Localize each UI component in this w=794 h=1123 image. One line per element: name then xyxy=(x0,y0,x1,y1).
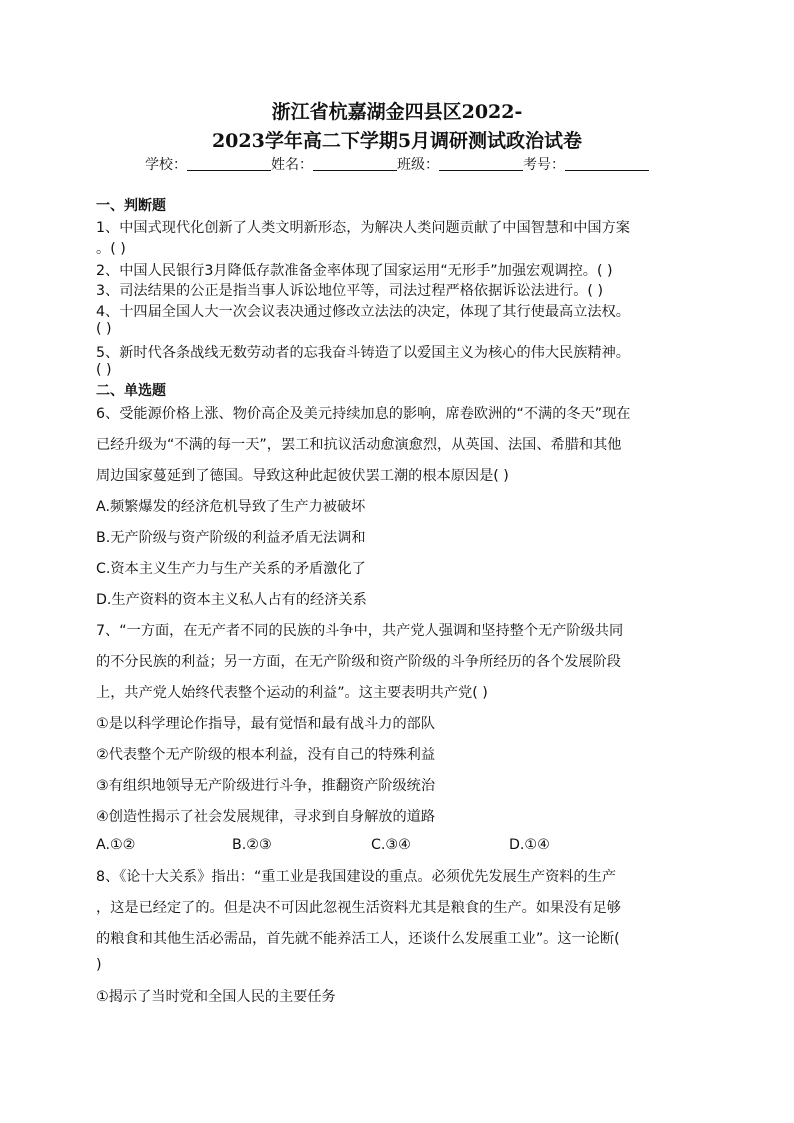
section1-heading: 一、判断题 xyxy=(96,198,166,214)
q7-choice-d[interactable]: D.①④ xyxy=(509,837,550,853)
q7-choice-c[interactable]: C.③④ xyxy=(371,837,411,853)
q7-item-3: ③有组织地领导无产阶级进行斗争，推翻资产阶级统治 xyxy=(96,778,436,794)
q6-stem-line: 已经升级为“不满的每一天”，罢工和抗议活动愈演愈烈，从英国、法国、希腊和其他 xyxy=(96,437,622,453)
judge-line: ( ) xyxy=(96,362,112,378)
judge-line: ( ) xyxy=(96,321,112,337)
judge-line: 4、十四届全国人大一次会议表决通过修改立法法的决定，体现了其行使最高立法权。 xyxy=(96,304,630,320)
q7-item-4: ④创造性揭示了社会发展规律，寻求到自身解放的道路 xyxy=(96,809,436,825)
class-label: 班级： xyxy=(397,157,439,173)
q8-stem-line: ) xyxy=(96,957,102,973)
name-blank[interactable] xyxy=(313,156,397,171)
q8-stem-line: 的粮食和其他生活必需品，首先就不能养活工人，还谈什么发展重工业”。这一论断( xyxy=(96,931,620,947)
judge-line: 5、新时代各条战线无数劳动者的忘我奋斗铸造了以爱国主义为核心的伟大民族精神。 xyxy=(96,345,630,361)
q6-option-c[interactable]: C.资本主义生产力与生产关系的矛盾激化了 xyxy=(96,561,366,577)
q6-option-a[interactable]: A.频繁爆发的经济危机导致了生产力被破坏 xyxy=(96,499,366,515)
judge-line: 。( ) xyxy=(96,241,126,257)
q8-item-1: ①揭示了当时党和全国人民的主要任务 xyxy=(96,989,336,1005)
q6-stem-line: 周边国家蔓延到了德国。导致这种此起彼伏罢工潮的根本原因是( ) xyxy=(96,468,509,484)
q7-stem-line: 7、“一方面，在无产者不同的民族的斗争中，共产党人强调和坚持整个无产阶级共同 xyxy=(96,623,624,639)
q7-choice-a[interactable]: A.①② xyxy=(96,837,136,853)
school-label: 学校： xyxy=(145,157,187,173)
q6-stem-line: 6、受能源价格上涨、物价高企及美元持续加息的影响，席卷欧洲的“不满的冬天”现在 xyxy=(96,406,631,422)
judge-line: 1、中国式现代化创新了人类文明新形态，为解决人类问题贡献了中国智慧和中国方案 xyxy=(96,220,630,236)
q7-choice-b[interactable]: B.②③ xyxy=(232,837,272,853)
exam-title-line1: 浙江省杭嘉湖金四县区2022- xyxy=(271,101,523,123)
judge-line: 3、司法结果的公正是指当事人诉讼地位平等，司法过程严格依据诉讼法进行。( ) xyxy=(96,283,603,299)
q7-stem-line: 的不分民族的利益；另一方面，在无产阶级和资产阶级的斗争所经历的各个发展阶段 xyxy=(96,654,621,670)
q7-item-1: ①是以科学理论作指导，最有觉悟和最有战斗力的部队 xyxy=(96,716,436,732)
school-blank[interactable] xyxy=(187,156,271,171)
q6-option-b[interactable]: B.无产阶级与资产阶级的利益矛盾无法调和 xyxy=(96,530,366,546)
student-info-row xyxy=(0,154,794,174)
judge-line: 2、中国人民银行3月降低存款准备金率体现了国家运用“无形手”加强宏观调控。( ) xyxy=(96,263,613,279)
class-blank[interactable] xyxy=(439,156,523,171)
q8-stem-line: 8、《论十大关系》指出：“重工业是我国建设的重点。必须优先发展生产资料的生产 xyxy=(96,869,617,885)
q6-option-d[interactable]: D.生产资料的资本主义私人占有的经济关系 xyxy=(96,592,367,608)
section2-heading: 二、单选题 xyxy=(96,383,166,399)
exam-number-label: 考号： xyxy=(523,157,565,173)
q7-stem-line: 上，共产党人始终代表整个运动的利益”。这主要表明共产党( ) xyxy=(96,685,488,701)
exam-number-blank[interactable] xyxy=(565,156,649,171)
q7-item-2: ②代表整个无产阶级的根本利益，没有自己的特殊利益 xyxy=(96,747,436,763)
exam-title-line2: 2023学年高二下学期5月调研测试政治试卷 xyxy=(211,130,583,152)
q8-stem-line: ，这是已经定了的。但是决不可因此忽视生活资料尤其是粮食的生产。如果没有足够 xyxy=(96,900,621,916)
name-label: 姓名： xyxy=(271,157,313,173)
